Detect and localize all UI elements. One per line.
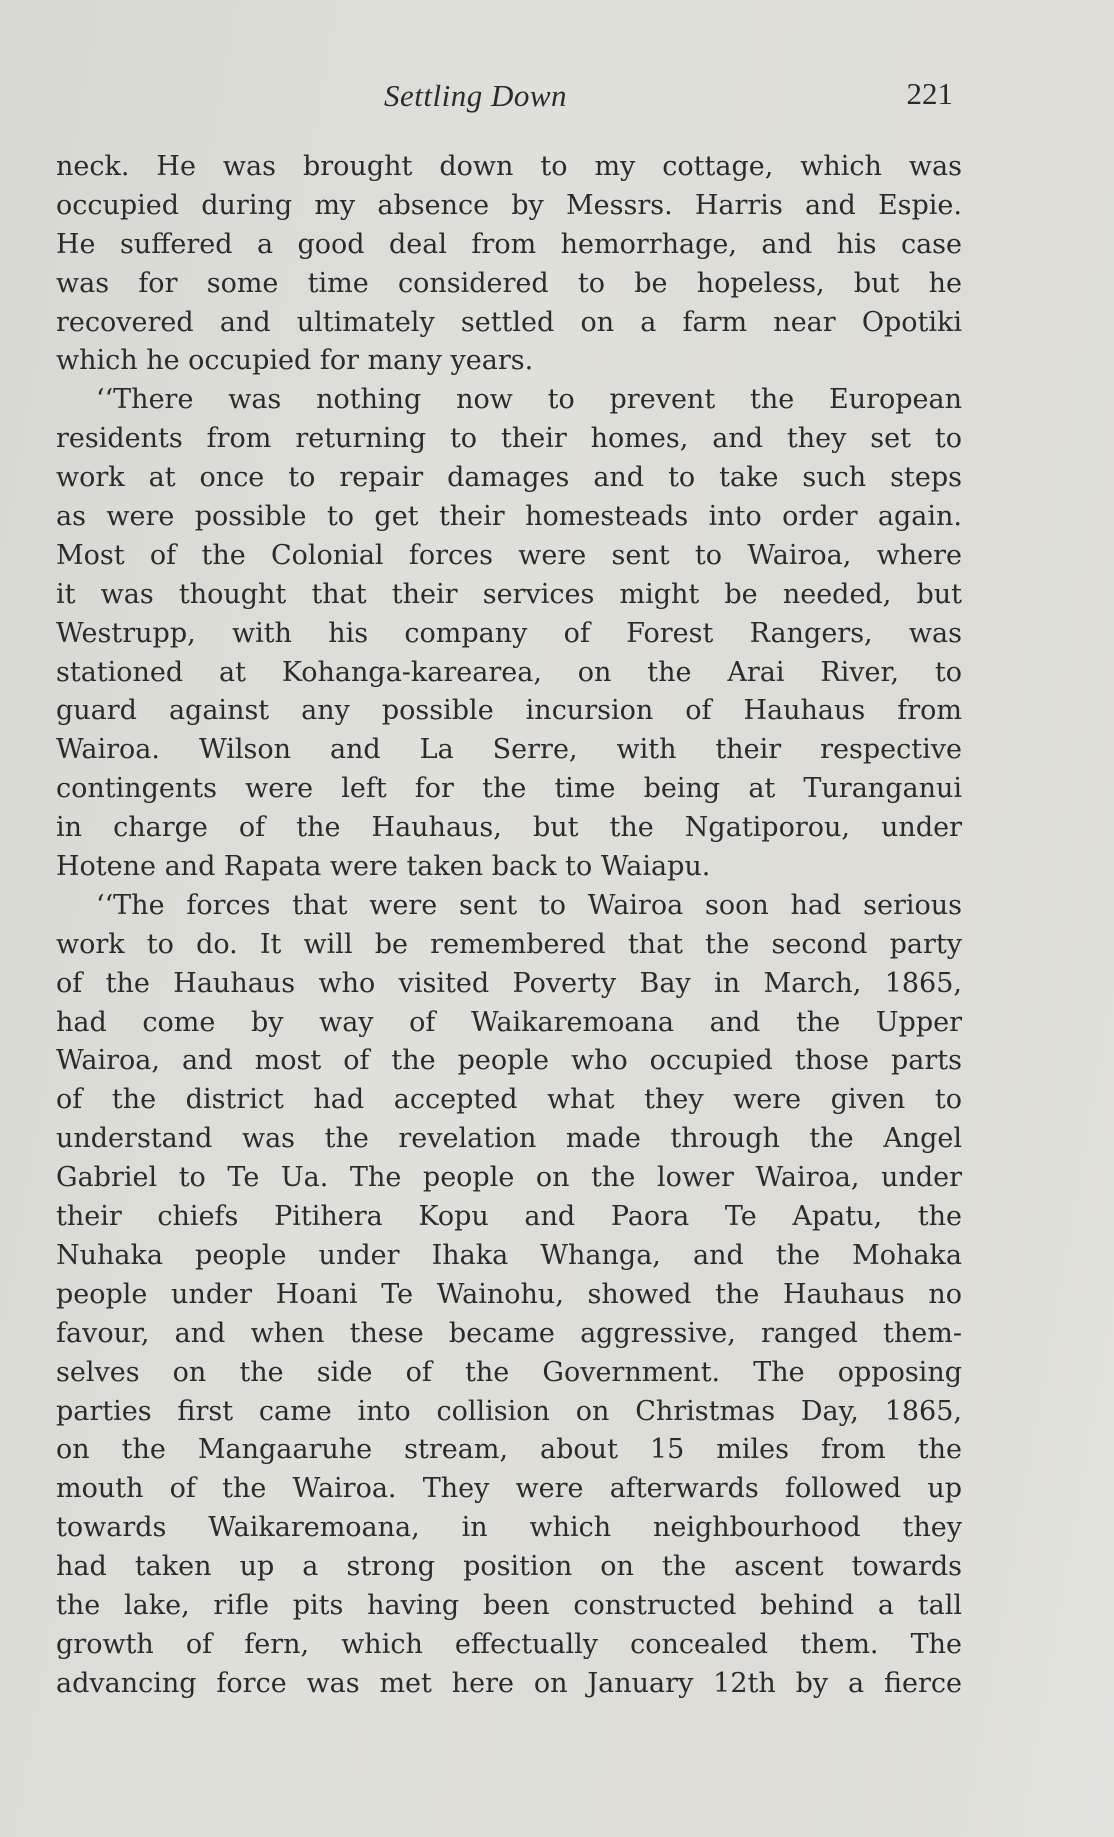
text-line: Hotene and Rapata were taken back to Waiapu. [56, 851, 711, 883]
text-line: stationed at Kohanga-karearea, on the Arai River, to [56, 656, 962, 688]
text-line: it was thought that their services might be needed, but [56, 578, 962, 610]
text-line: of the district had accepted what they were given to [56, 1084, 962, 1116]
text-line: growth of fern, which effectually concealed them. The [56, 1628, 962, 1660]
text-line: ‘‘The forces that were sent to Wairoa soon had serious [96, 889, 962, 921]
text-line: had taken up a strong position on the ascent towards [56, 1551, 962, 1583]
text-line: recovered and ultimately settled on a farm near Opotiki [56, 306, 962, 338]
running-title: Settling Down [384, 78, 568, 113]
text-line: towards Waikaremoana, in which neighbourhood they [56, 1512, 962, 1544]
text-line: contingents were left for the time being at Turanganui [56, 773, 962, 805]
text-line: in charge of the Hauhaus, but the Ngatiporou, under [56, 812, 962, 844]
text-line: favour, and when these became aggressive, ranged them- [56, 1317, 962, 1349]
text-line: Gabriel to Te Ua. The people on the lower Wairoa, under [56, 1162, 962, 1194]
text-line: which he occupied for many years. [56, 345, 534, 377]
text-line: He suffered a good deal from hemorrhage, and his case [56, 228, 962, 260]
text-line: Most of the Colonial forces were sent to Wairoa, where [56, 539, 962, 571]
text-line: Wairoa, and most of the people who occupied those parts [56, 1045, 962, 1077]
text-line: of the Hauhaus who visited Poverty Bay in March, 1865, [56, 967, 962, 999]
body-text [56, 148, 962, 1704]
text-line: Nuhaka people under Ihaka Whanga, and the Mohaka [56, 1239, 962, 1271]
text-line: guard against any possible incursion of Hauhaus from [56, 695, 962, 727]
text-line: neck. He was brought down to my cottage, which was [56, 151, 962, 182]
text-line: mouth of the Wairoa. They were afterwards followed up [56, 1473, 962, 1505]
text-line: advancing force was met here on January 12th by a fierce [56, 1667, 962, 1699]
text-line: ‘‘There was nothing now to prevent the European [96, 384, 962, 416]
text-line: their chiefs Pitihera Kopu and Paora Te Apatu, the [56, 1201, 962, 1233]
text-line: Westrupp, with his company of Forest Rangers, was [56, 617, 962, 649]
text-line: occupied during my absence by Messrs. Harris and Espie. [56, 189, 962, 221]
text-line: people under Hoani Te Wainohu, showed the Hauhaus no [56, 1278, 962, 1310]
text-line: selves on the side of the Government. The opposing [56, 1356, 962, 1388]
text-line: Wairoa. Wilson and La Serre, with their respective [56, 734, 962, 766]
text-line: parties first came into collision on Christmas Day, 1865, [56, 1395, 962, 1427]
text-line: was for some time considered to be hopeless, but he [56, 267, 962, 299]
text-line: on the Mangaaruhe stream, about 15 miles from the [56, 1434, 962, 1466]
page-header [54, 78, 952, 122]
text-line: residents from returning to their homes, and they set to [56, 423, 962, 455]
text-line: work at once to repair damages and to take such steps [56, 462, 962, 494]
page-number: 221 [906, 76, 953, 111]
text-line: as were possible to get their homesteads into order again. [56, 501, 962, 533]
text-line: understand was the revelation made through the Angel [56, 1123, 962, 1155]
text-line: had come by way of Waikaremoana and the Upper [56, 1006, 962, 1038]
text-line: work to do. It will be remembered that the second party [56, 928, 962, 960]
text-line: the lake, rifle pits having been constructed behind a tall [56, 1589, 962, 1621]
